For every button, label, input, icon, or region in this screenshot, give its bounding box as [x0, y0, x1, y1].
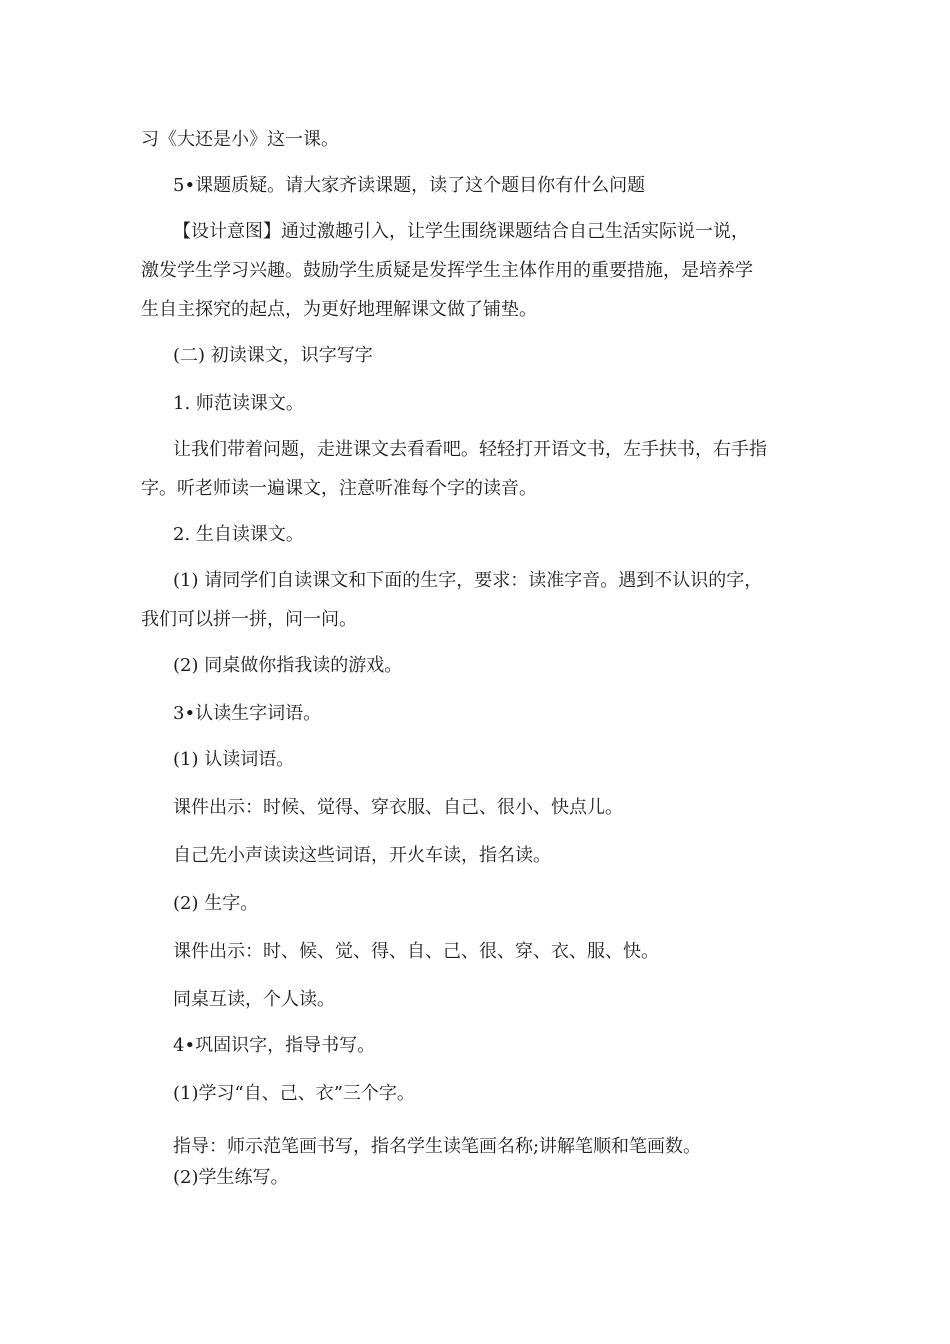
text-line: (2)学生练写。 — [173, 1167, 289, 1188]
text-line: 习《大还是小》这一课。 — [141, 129, 339, 150]
text-line: 课件出示：时、候、觉、得、自、己、很、穿、衣、服、快。 — [173, 941, 659, 962]
text-line: (1) 认读词语。 — [173, 749, 295, 770]
text-line: 1. 师范读课文。 — [173, 393, 304, 414]
text-line: 激发学生学习兴趣。鼓励学生质疑是发挥学生主体作用的重要措施，是培养学 — [141, 260, 753, 281]
text-line: (1) 请同学们自读课文和下面的生字，要求：读准字音。遇到不认识的字， — [173, 570, 763, 591]
text-line: 让我们带着问题，走进课文去看看吧。轻轻打开语文书，左手扶书，右手指 — [173, 439, 767, 460]
text-line: (1)学习“自、己、衣”三个字。 — [173, 1083, 415, 1104]
text-line: (2) 同桌做你指我读的游戏。 — [173, 655, 403, 676]
text-line: 字。听老师读一遍课文，注意听准每个字的读音。 — [141, 478, 537, 499]
text-line: 【设计意图】通过激趣引入，让学生围绕课题结合自己生活实际说一说， — [173, 221, 749, 242]
text-line: (2) 生字。 — [173, 893, 259, 914]
text-line: 2. 生自读课文。 — [173, 524, 304, 545]
text-line: 我们可以拼一拼，问一问。 — [141, 609, 357, 630]
text-line: 自己先小声读读这些词语，开火车读，指名读。 — [173, 845, 551, 866]
text-line: 生自主探究的起点，为更好地理解课文做了铺垫。 — [141, 299, 537, 320]
text-line: 课件出示：时候、觉得、穿衣服、自己、很小、快点儿。 — [173, 797, 623, 818]
text-line: 5•课题质疑。请大家齐读课题，读了这个题目你有什么问题 — [173, 175, 646, 196]
text-line: 同桌互读，个人读。 — [173, 989, 335, 1010]
text-line: 3•认读生字词语。 — [173, 703, 322, 724]
section-heading: (二) 初读课文，识字写字 — [173, 345, 373, 366]
text-line: 4•巩固识字，指导书写。 — [173, 1035, 376, 1056]
text-line: 指导：师示范笔画书写，指名学生读笔画名称;讲解笔顺和笔画数。 — [173, 1136, 702, 1157]
